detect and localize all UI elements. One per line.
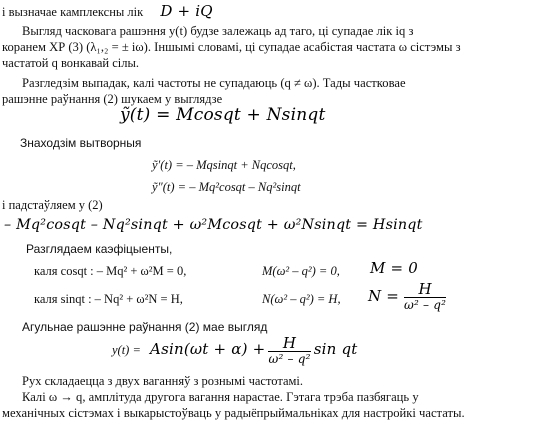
intro-line bbox=[2, 4, 213, 19]
general-solution bbox=[112, 336, 358, 366]
general-solution-lhs: y(t) = bbox=[112, 342, 141, 357]
n-fraction bbox=[404, 282, 446, 312]
sin-coefficient: каля sinqt : – Nq² + ω²N = H, bbox=[34, 292, 183, 306]
second-derivative: ỹ″(t) = – Mq²cosqt – Nq²sinqt bbox=[152, 180, 301, 194]
handwritten-trial-solution: ỹ(t) = Mcosqt + Nsinqt bbox=[120, 105, 326, 125]
paragraph-line: і падстаўляем у (2) bbox=[2, 198, 103, 212]
fraction-denominator: ω² – q² bbox=[404, 298, 447, 312]
intro-text: і вызначае камплексны лік bbox=[2, 5, 144, 19]
paragraph-line: Выгляд часковага рашэння y(t) будзе залежаць ад таго, ці супадае лік iq з bbox=[22, 24, 414, 38]
paragraph-line: Разглядаем каэфіцыенты, bbox=[26, 242, 173, 256]
n-equals: N = bbox=[368, 287, 400, 305]
paragraph-line: Агульнае рашэнне раўнання (2) мае выгляд bbox=[22, 320, 268, 334]
first-derivative: ỹ′(t) = – Mqsinqt + Nqcosqt, bbox=[152, 158, 296, 172]
fraction-numerator: H bbox=[404, 282, 446, 298]
paragraph-line: Разгледзім выпадак, калі частоты не супадаюць (q ≠ ω). Тады частковае bbox=[22, 76, 406, 90]
handwritten-n-solution bbox=[368, 282, 446, 312]
paragraph-line: Знаходзім вытворныя bbox=[20, 136, 142, 150]
paragraph-line: Рух складаецца з двух ваганняў з рознымі частотамі. bbox=[22, 374, 304, 388]
sin-factored: N(ω² – q²) = H, bbox=[262, 292, 341, 306]
handwritten-harmonic-term: Asin(ωt + α) + bbox=[150, 339, 266, 358]
handwritten-m-zero: M = 0 bbox=[370, 259, 419, 277]
fraction-numerator: H bbox=[268, 336, 310, 352]
handwritten-complex-number: D + iQ bbox=[160, 2, 213, 20]
handwritten-sin-term: sin qt bbox=[313, 339, 358, 358]
paragraph-line: частатой q вонкавай сілы. bbox=[2, 56, 140, 70]
paragraph-line: рашэнне раўнання (2) шукаем у выглядзе bbox=[2, 92, 223, 106]
cos-factored: M(ω² – q²) = 0, bbox=[262, 264, 340, 278]
general-fraction bbox=[268, 336, 310, 366]
paragraph-line: Калі ω → q, амплітуда другога вагання нарастае. Гэтага трэба пазбягаць у bbox=[22, 390, 419, 404]
cos-coefficient: каля cosqt : – Mq² + ω²M = 0, bbox=[34, 264, 187, 278]
paragraph-line: коранем ХР (3) (λ₁,₂ = ± iω). Іншымі словамі, ці супадае асабістая частата ω сістэмы з bbox=[2, 40, 461, 54]
fraction-denominator: ω² – q² bbox=[268, 352, 311, 366]
paragraph-line: механічных сістэмах і выкарыстоўваць у радыёпрыймальніках для настройкі частаты. bbox=[2, 406, 465, 420]
handwritten-substitution: – Mq²cosqt – Nq²sinqt + ω²Mcosqt + ω²Nsinqt = Hsinqt bbox=[4, 217, 423, 233]
